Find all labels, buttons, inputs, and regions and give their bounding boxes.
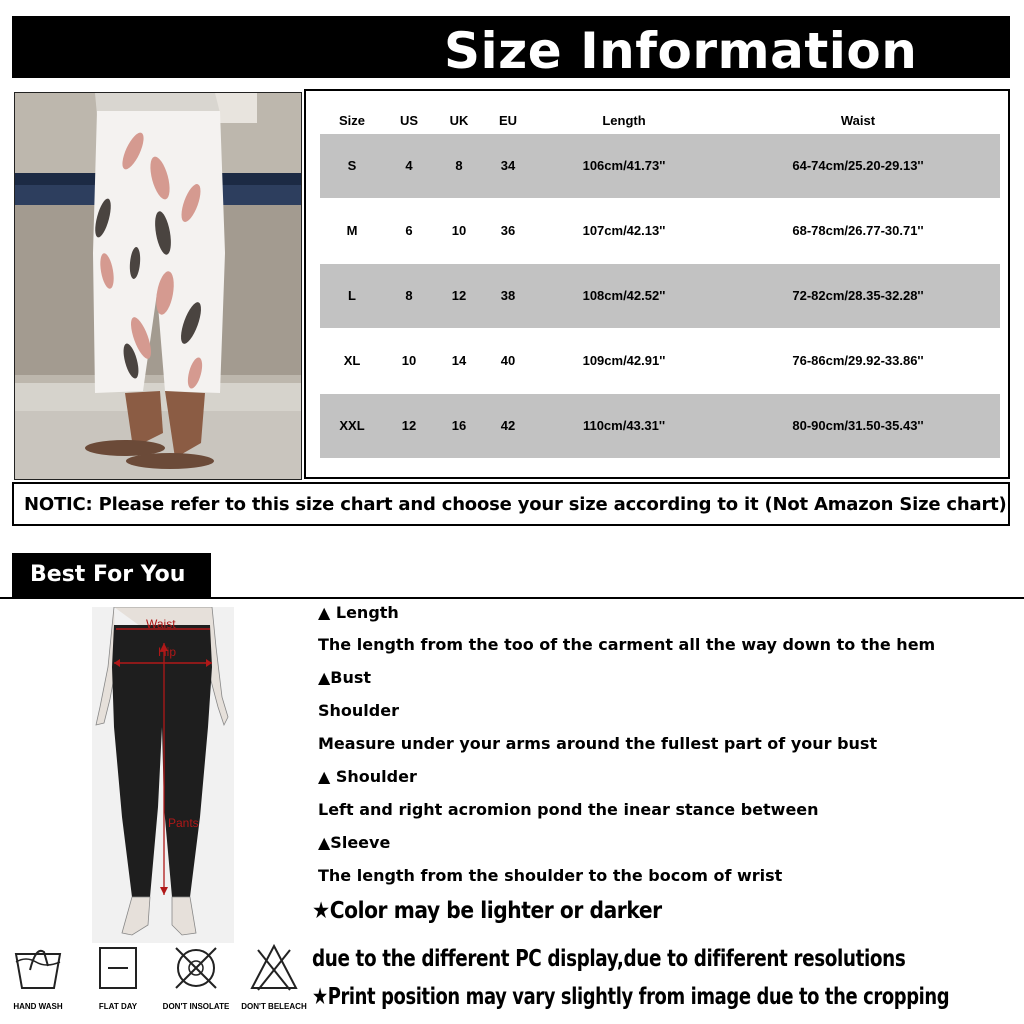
header-size: Size [338,113,366,128]
display-note: due to the different PC display,due to dififerent resolutions [312,946,906,972]
do-not-insolate-label: DON'T INSOLATE [162,1002,230,1011]
do-not-insolate-icon [166,940,226,996]
cell-us: 6 [405,223,413,238]
measurement-diagram [92,607,234,943]
color-note: ★Color may be lighter or darker [312,898,662,924]
size-table [304,89,1010,479]
cell-us: 12 [401,418,417,433]
waist-label: Waist [146,617,176,631]
sleeve-heading: ▲Sleeve [318,833,391,852]
cell-size: XXL [339,418,365,433]
cell-waist: 64-74cm/25.20-29.13'' [792,158,924,173]
cell-length: 107cm/42.13'' [582,223,666,238]
cell-eu: 40 [500,353,516,368]
cell-size: S [347,158,357,173]
cell-length: 106cm/41.73'' [582,158,666,173]
page-title: Size Information [444,22,918,80]
cell-eu: 38 [500,288,516,303]
pants-label: Pants [168,816,199,830]
flat-dry-label: FLAT DAY [98,1002,138,1011]
do-not-bleach-icon [244,940,304,996]
cell-uk: 10 [451,223,467,238]
header-us: US [399,113,419,128]
cell-length: 110cm/43.31'' [582,418,666,433]
length-heading: ▲ Length [318,603,399,622]
print-position-note: ★Print position may vary slightly from image due to the cropping [312,984,950,1010]
cell-waist: 80-90cm/31.50-35.43'' [792,418,924,433]
cell-size: M [346,223,358,238]
cell-size: L [348,288,356,303]
cell-uk: 14 [451,353,467,368]
cell-us: 8 [405,288,413,303]
hand-wash-icon [8,940,68,996]
bust-description: Measure under your arms around the fullest part of your bust [318,734,878,753]
hand-wash-label: HAND WASH [13,1002,63,1011]
table-row [320,134,1000,198]
header-waist: Waist [840,113,876,128]
length-description: The length from the too of the carment all the way down to the hem [318,635,936,654]
cell-length: 109cm/42.91'' [582,353,666,368]
flat-dry-icon [88,940,148,996]
cell-waist: 68-78cm/26.77-30.71'' [792,223,924,238]
shoulder-description: Left and right acromion pond the inear stance between [318,800,819,819]
header-eu: EU [498,113,518,128]
product-photo [14,92,302,480]
hip-label: Hip [158,645,177,659]
table-row [320,264,1000,328]
do-not-bleach-label: DON'T BELEACH [241,1002,307,1011]
best-for-you-title: Best For You [30,562,186,587]
cell-us: 10 [401,353,417,368]
notice-box [12,482,1010,526]
cell-waist: 76-86cm/29.92-33.86'' [792,353,924,368]
bust-heading: ▲Bust [318,668,372,687]
cell-size: XL [343,353,361,368]
best-for-you-tab [12,553,211,598]
header-uk: UK [449,113,469,128]
title-banner [12,16,1010,78]
cell-eu: 34 [500,158,516,173]
bust-subheading: Shoulder [318,701,399,720]
product-photo-illustration [15,93,301,479]
notice-text: NOTIC: Please refer to this size chart and choose your size according to it (Not Amazon Size chart) [24,494,1007,515]
cell-uk: 8 [455,158,463,173]
cell-length: 108cm/42.52'' [582,288,666,303]
table-row [320,329,1000,393]
header-length: Length [602,113,646,128]
cell-waist: 72-82cm/28.35-32.28'' [792,288,924,303]
cell-uk: 12 [451,288,467,303]
table-row [320,394,1000,458]
cell-eu: 42 [500,418,516,433]
size-table-header [320,113,1000,131]
table-row [320,199,1000,263]
cell-us: 4 [405,158,413,173]
shoulder-heading: ▲ Shoulder [318,767,417,786]
cell-eu: 36 [500,223,516,238]
cell-uk: 16 [451,418,467,433]
sleeve-description: The length from the shoulder to the bocom of wrist [318,866,783,885]
